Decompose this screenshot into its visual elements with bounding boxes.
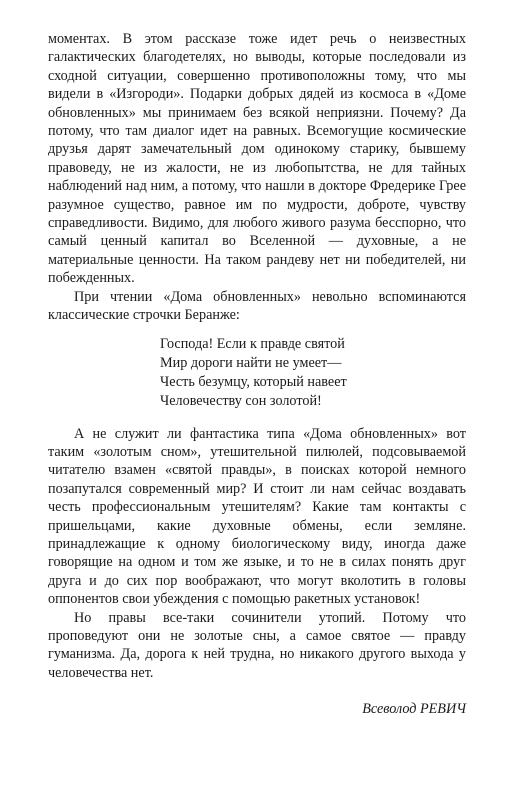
- verse-line-4: Человечеству сон золотой!: [160, 392, 322, 409]
- verse-quote: [48, 335, 466, 411]
- article-page: [48, 30, 466, 718]
- paragraph-3: А не служит ли фантастика типа «Дома обновленных» вот таким «золотым сном», утешительной пилюлей, подсовываемой читателю взамен «святой правды», в поисках которой немного позапутался современный мир? И стоит ли нам сейчас воздавать честь профессиональным утешителям? Какие там контакты с пришельцами, какие духовные обмены, если земляне. принадлежащие к одному биологическому виду, иногда даже говорящие на одном и том же языке, и то не в силах понять друг друга и до сих пор воображают, что могут вколотить в головы оппонентов свои убеждения с помощью ракетных установок!: [48, 425, 466, 608]
- paragraph-4: Но правы все-таки сочинители утопий. Потому что проповедуют они не золотые сны, а самое святое — правду гуманизма. Да, дорога к ней трудна, но никакого другого выхода у человечества нет.: [48, 609, 466, 681]
- paragraph-2: При чтении «Дома обновленных» невольно вспоминаются классические строчки Беранже:: [48, 288, 466, 324]
- paragraph-1: моментах. В этом рассказе тоже идет речь о неизвестных галактических благодетелях, но выводы, которые последовали из сходной ситуации, совершенно противоположны тому, что мы видели в «Изгороди». Подарки добрых дядей из космоса в «Доме обновленных» мы принимаем без всякой неприязни. Почему? Да потому, что там диалог идет на равных. Всемогущие космические друзья дарят замечательный дом одинокому старику, бывшему правоведу, не из жалости, не из любопытства, не для тайных наблюдений над ним, а потому, что нашли в докторе Фредерике Грее разумное существо, равное им по мудрости, доброте, чувству справедливости. Видимо, для любого живого разума бесспорно, что самый ценный капитал во Вселенной — духовные, а не материальные ценности. На таком рандеву нет ни победителей, ни побежденных.: [48, 31, 466, 287]
- author-signature: Всеволод РЕВИЧ: [362, 701, 466, 718]
- verse-line-2: Мир дороги найти не умеет—: [160, 354, 342, 371]
- verse-line-1: Господа! Если к правде святой: [160, 335, 345, 352]
- verse-line-3: Честь безумцу, который навеет: [160, 373, 347, 390]
